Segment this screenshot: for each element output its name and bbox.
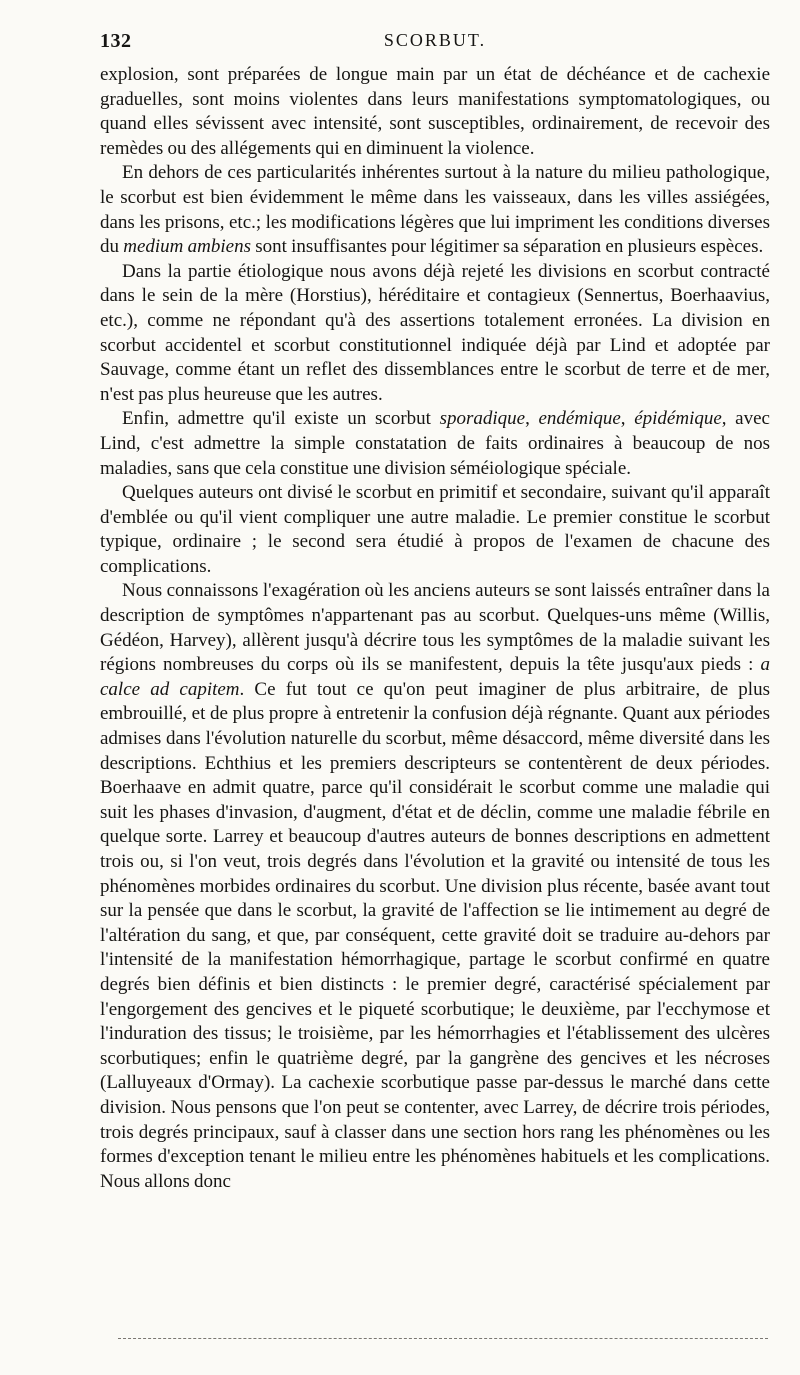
paragraph-p6 [100,579,770,1194]
text-run: . Ce fut tout ce qu'on peut imaginer de plus arbitraire, de plus embrouillé, et de plus propre à entretenir la confusion déjà régnante. Quant aux périodes admises dans l'évolution naturelle du scorbut, même désaccord, même diversité dans les descriptions. Echthius et les premiers descripteurs se contentèrent de deux périodes. Boerhaave en admit quatre, parce qu'il considérait le scorbut comme une maladie qui suit les phases d'invasion, d'augment, d'état et de déclin, comme une maladie fébrile en quelque sorte. Larrey et beaucoup d'autres auteurs de bonnes descriptions en admettent trois ou, si l'on veut, trois degrés dans l'évolution et la gravité ou intensité de tous les phénomènes morbides ordinaires du scorbut. Une division plus récente, basée avant tout sur la pensée que dans le scorbut, la gravité de l'affection se lie intimement au degré de l'altération du sang, et que, par conséquent, cette gravité doit se traduire au-dehors par l'intensité de la manifestation hémorrhagique, partage le scorbut confirmé en quatre degrés bien définis et bien distincts : le premier degré, caractérisé spécialement par l'engorgement des gencives et le piqueté scorbutique; le deuxième, par l'ecchymose et l'induration des tissus; le troisième, par les hémorrhagies et l'établissement des ulcères scorbutiques; enfin le quatrième degré, par la gangrène des gencives et les nécroses (Lalluyeaux d'Ormay). La cachexie scorbutique passe par-dessus le marché dans cette division. Nous pensons que l'on peut se contenter, avec Larrey, de décrire trois périodes, trois degrés principaux, sauf à classer dans une section hors rang les phénomènes ou les formes d'exception tenant le milieu entre les phénomènes habituels et les complications. Nous allons donc [100,678,770,1192]
text-run: sont insuffisantes pour légitimer sa séparation en plusieurs espèces. [250,236,764,258]
text-run: Enfin, admettre qu'il existe un scorbut [122,408,440,430]
page-number: 132 [100,30,132,52]
paragraph-p4 [100,407,770,481]
running-title: SCORBUT. [383,30,487,50]
paragraph-p2 [100,161,770,259]
text-run: Nous connaissons l'exagération où les anciens auteurs se sont laissés entraîner dans la description de symptômes n'appartenant pas au scorbut. Quelques-uns même (Willis, Gédéon, Harvey), allèrent jusqu'à décrire tous les symptômes de la maladie suivant les régions nombreuses du corps où ils se manifestent, depuis la tête jusqu'aux pieds : [100,580,770,676]
paragraph-p3 [100,260,770,408]
body-text [100,63,770,1194]
running-head [100,27,770,63]
italic-term: endémique [538,408,621,430]
paragraph-p1 [100,63,770,161]
bottom-dotted-rule [118,1338,768,1339]
italic-term: sporadique [439,408,526,430]
text-run: , [525,408,539,430]
text-run: explosion, sont préparées de longue main par un état de déchéance et de cachexie graduelles, sont moins violentes dans leurs manifestations symptomatologiques, ou quand elles sévissent avec intensité, sont susceptibles, ordinairement, de recevoir des remèdes ou des allégements qui en diminuent la violence. [100,64,770,159]
italic-term: a calce ad capitem [100,654,770,700]
text-run: En dehors de ces particularités inhérentes surtout à la nature du milieu pathologique, le scorbut est bien évidemment le même dans les vaisseaux, dans les villes assiégées, dans les prisons, etc.; les modifications légères que lui impriment les conditions diverses du [100,162,770,258]
italic-term: medium ambiens [123,236,251,258]
text-run: Quelques auteurs ont divisé le scorbut en primitif et secondaire, suivant qu'il apparaît d'emblée ou qu'il vient compliquer une autre maladie. Le premier constitue le scorbut typique, ordinaire ; le second sera étudié à propos de l'examen de chacune des complications. [100,482,770,577]
book-page [100,27,770,1192]
text-run: , avec Lind, c'est admettre la simple constatation de faits ordinaires à beaucoup de nos maladies, sans que cela constitue une division séméiologique spéciale. [100,408,770,479]
text-run: , [620,408,635,430]
italic-term: épidémique [634,408,722,430]
text-run: Dans la partie étiologique nous avons déjà rejeté les divisions en scorbut contracté dans le sein de la mère (Horstius), héréditaire et contagieux (Sennertus, Boerhaavius, etc.), comme ne répondant qu'à des assertions totalement erronées. La division en scorbut accidentel et scorbut constitutionnel indiquée déjà par Lind et adoptée par Sauvage, comme étant un reflet des dissemblances entre le scorbut de terre et de mer, n'est pas plus heureuse que les autres. [100,260,770,405]
paragraph-p5 [100,481,770,579]
